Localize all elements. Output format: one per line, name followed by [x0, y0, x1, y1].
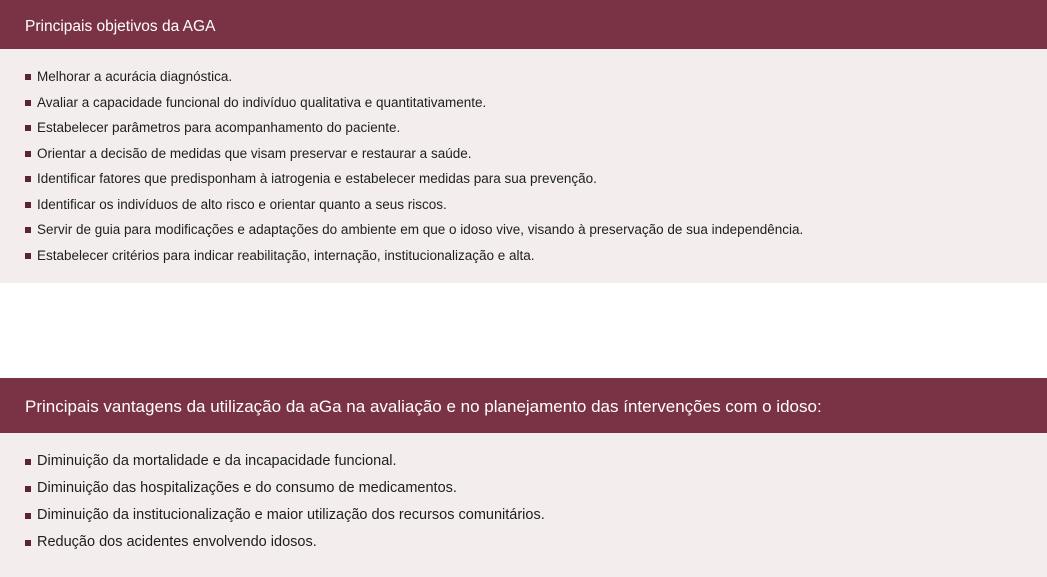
- list-item-text: Melhorar a acurácia diagnóstica.: [37, 69, 233, 84]
- square-bullet-icon: [25, 253, 31, 259]
- square-bullet-icon: [25, 486, 31, 492]
- advantages-box: [0, 378, 1047, 577]
- list-item: [25, 243, 1047, 269]
- list-item: [25, 475, 1047, 502]
- square-bullet-icon: [25, 202, 31, 208]
- list-item: [25, 166, 1047, 192]
- list-item-text: Orientar a decisão de medidas que visam preservar e restaurar a saúde.: [37, 145, 472, 161]
- objectives-list: [0, 49, 1047, 268]
- list-item-text: Avaliar a capacidade funcional do indivíduo qualitativa e quantitativamente.: [37, 94, 487, 110]
- square-bullet-icon: [25, 227, 31, 233]
- list-item: [25, 64, 1047, 90]
- list-item: [25, 529, 1047, 556]
- list-item-text: Redução dos acidentes envolvendo idosos.: [37, 534, 317, 550]
- square-bullet-icon: [25, 151, 31, 157]
- list-item-text: Diminuição da institucionalização e maior utilização dos recursos comunitários.: [37, 507, 545, 523]
- list-item: [25, 141, 1047, 167]
- list-item: [25, 115, 1047, 141]
- objectives-box: [0, 0, 1047, 283]
- list-item-text: Diminuição das hospitalizações e do consumo de medicamentos.: [37, 480, 457, 496]
- advantages-title: Principais vantagens da utilização da aGa na avaliação e no planejamento das íntervenções com o idoso:: [0, 378, 1047, 433]
- list-item: [25, 192, 1047, 218]
- advantages-list: [0, 433, 1047, 556]
- square-bullet-icon: [25, 74, 31, 80]
- list-item-text: Servir de guia para modificações e adaptações do ambiente em que o idoso vive, visando à preservação de sua independência.: [37, 222, 804, 237]
- list-item: [25, 217, 1047, 243]
- square-bullet-icon: [25, 100, 31, 106]
- list-item-text: Identificar os indivíduos de alto risco e orientar quanto a seus riscos.: [37, 196, 447, 212]
- square-bullet-icon: [25, 513, 31, 519]
- objectives-title: Principais objetivos da AGA: [0, 0, 1047, 49]
- list-item-text: Estabelecer parâmetros para acompanhamento do paciente.: [37, 120, 401, 135]
- square-bullet-icon: [25, 459, 31, 465]
- square-bullet-icon: [25, 540, 31, 546]
- square-bullet-icon: [25, 125, 31, 131]
- list-item-text: Identificar fatores que predisponham à iatrogenia e estabelecer medidas para sua prevenção.: [37, 171, 597, 186]
- list-item: [25, 90, 1047, 116]
- list-item: [25, 448, 1047, 475]
- square-bullet-icon: [25, 176, 31, 182]
- list-item-text: Estabelecer critérios para indicar reabilitação, internação, institucionalização e alta.: [37, 247, 535, 263]
- list-item: [25, 502, 1047, 529]
- list-item-text: Diminuição da mortalidade e da incapacidade funcional.: [37, 453, 397, 469]
